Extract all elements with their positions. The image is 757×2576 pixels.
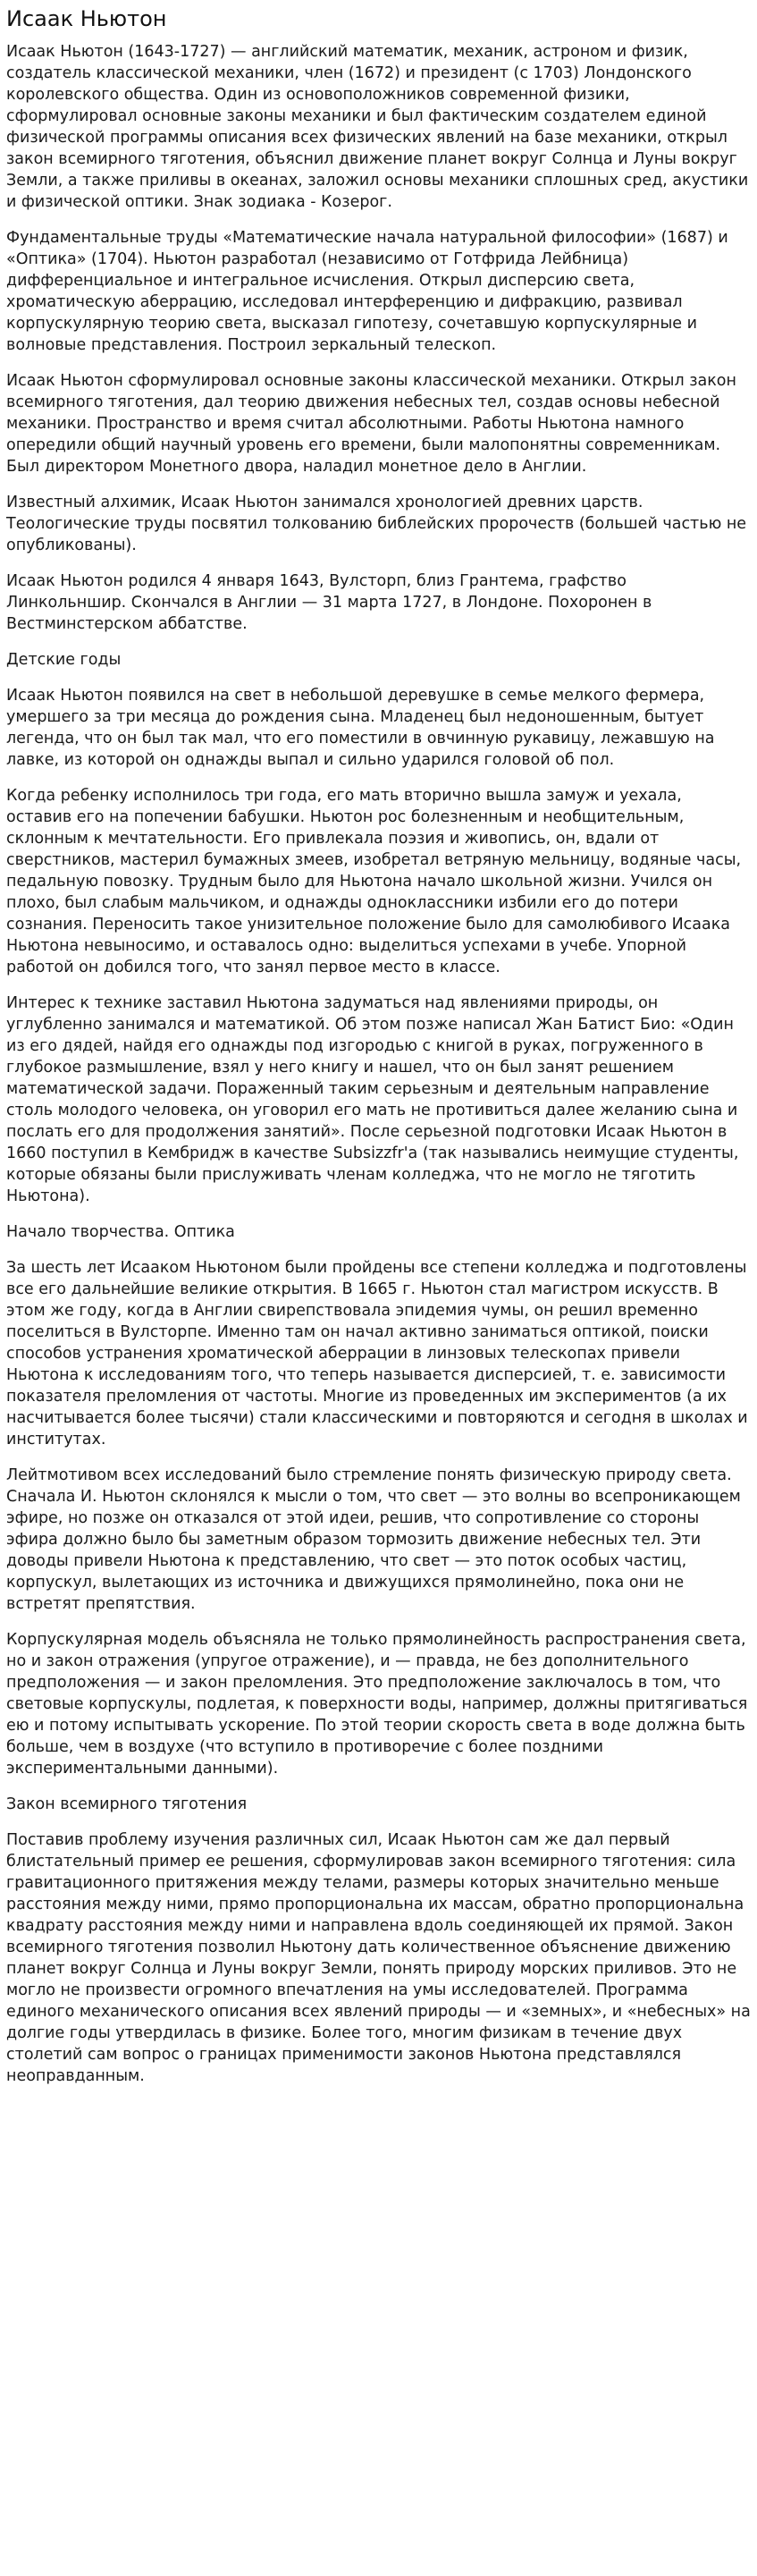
paragraph-works: Фундаментальные труды «Математические начала натуральной философии» (1687) и «Оптика» (1704). Ньютон разработал (независимо от Готфрида Лейбница) дифференциальное и интегральное исчисления. Открыл дисперсию света, хроматическую аберрацию, исследовал интерференцию и дифракцию, развивал корпускулярную теорию света, высказал гипотезу, сочетавшую корпускулярные и волновые представления. Построил зеркальный телескоп. xyxy=(6,229,728,354)
paragraph-optics-1: За шесть лет Исааком Ньютоном были пройдены все степени колледжа и подготовлены все его дальнейшие великие открытия. В 1665 г. Ньютон стал магистром искусств. В этом же году, когда в Англии свирепствовала эпидемия чумы, он решил временно поселиться в Вулсторпе. Именно там он начал активно заниматься оптикой, поиски способов устранения хроматической аберрации в линзовых телескопах привели Ньютона к исследованиям того, что теперь называется дисперсией, т. е. зависимости показателя преломления от частоты. Многие из проведенных им экспериментов (а их насчитывается более тысячи) стали классическими и повторяются и сегодня в школах и институтах. xyxy=(6,1259,748,1448)
section-heading-childhood: Детские годы xyxy=(6,651,122,669)
paragraph-mechanics: Исаак Ньютон сформулировал основные законы классической механики. Открыл закон всемирного тяготения, дал теорию движения небесных тел, создав основы небесной механики. Пространство и время считал абсолютными. Работы Ньютона намного опередили общий научный уровень его времени, были малопонятны современникам. Был директором Монетного двора, наладил монетное дело в Англии. xyxy=(6,372,736,476)
paragraph-alchemy: Известный алхимик, Исаак Ньютон занимался хронологией древних царств. Теологические труды посвятил толкованию библейских пророчеств (большей частью не опубликованы). xyxy=(6,494,747,554)
paragraph-optics-2: Лейтмотивом всех исследований было стремление понять физическую природу света. Сначала И. Ньютон склонялся к мысли о том, что свет — это волны во всепроникающем эфире, но позже он отказался от этой идеи, решив, что сопротивление со стороны эфира должно было бы заметным образом тормозить движение небесных тел. Эти доводы привели Ньютона к представлению, что свет — это поток особых частиц, корпускул, вылетающих из источника и движущихся прямолинейно, пока они не встретят препятствия. xyxy=(6,1466,741,1613)
paragraph-optics-3: Корпускулярная модель объясняла не только прямолинейность распространения света, но и закон отражения (упругое отражение), и — правда, не без дополнительного предположения — и закон преломления. Это предположение заключалось в том, что световые корпускулы, подлетая, к поверхности воды, например, должны притягиваться ею и потому испытывать ускорение. По этой теории скорость света в воде должна быть больше, чем в воздухе (что вступило в противоречие с более поздними экспериментальными данными). xyxy=(6,1631,748,1778)
paragraph-gravity-1: Поставив проблему изучения различных сил, Исаак Ньютон сам же дал первый блистательный пример ее решения, сформулировав закон всемирного тяготения: сила гравитационного притяжения между телами, размеры которых значительно меньше расстояния между ними, прямо пропорциональна их массам, обратно пропорциональна квадрату расстояния между ними и направлена вдоль соединяющей их прямой. Закон всемирного тяготения позволил Ньютону дать количественное объяснение движению планет вокруг Солнца и Луны вокруг Земли, понять природу морских приливов. Это не могло не произвести огромного впечатления на умы исследователей. Программа единого механического описания всех явлений природы — и «земных», и «небесных» на долгие годы утвердилась в физике. Более того, многим физикам в течение двух столетий сам вопрос о границах применимости законов Ньютона представлялся неоправданным. xyxy=(6,1831,751,2085)
paragraph-childhood-1: Исаак Ньютон появился на свет в небольшой деревушке в семье мелкого фермера, умершего за три месяца до рождения сына. Младенец был недоношенным, бытует легенда, что он был так мал, что его поместили в овчинную рукавицу, лежавшую на лавке, из которой он однажды выпал и сильно ударился головой об пол. xyxy=(6,687,715,769)
section-heading-optics: Начало творчества. Оптика xyxy=(6,1223,235,1241)
paragraph-childhood-2: Когда ребенку исполнилось три года, его мать вторично вышла замуж и уехала, оставив его на попечении бабушки. Ньютон рос болезненным и необщительным, склонным к мечтательности. Его привлекала поэзия и живопись, он, вдали от сверстников, мастерил бумажных змеев, изобретал ветряную мельницу, водяные часы, педальную повозку. Трудным было для Ньютона начало школьной жизни. Учился он плохо, был слабым мальчиком, и однажды одноклассники избили его до потери сознания. Переносить такое унизительное положение было для самолюбивого Исаака Ньютона невыносимо, и оставалось одно: выделиться успехами в учебе. Упорной работой он добился того, что занял первое место в классе. xyxy=(6,787,742,976)
page-title: Исаак Ньютон xyxy=(6,6,167,31)
paragraph-birth-death: Исаак Ньютон родился 4 января 1643, Вулсторп, близ Грантема, графство Линкольншир. Скончался в Англии — 31 марта 1727, в Лондоне. Похоронен в Вестминстерском аббатстве. xyxy=(6,572,652,633)
paragraph-childhood-3: Интерес к технике заставил Ньютона задуматься над явлениями природы, он углубленно занимался и математикой. Об этом позже написал Жан Батист Био: «Один из его дядей, найдя его однажды под изгородью с книгой в руках, погруженного в глубокое размышление, взял у него книгу и нашел, что он был занят решением математической задачи. Пораженный таким серьезным и деятельным направление столь молодого человека, он уговорил его мать не противиться далее желанию сына и послать его для продолжения занятий». После серьезной подготовки Исаак Ньютон в 1660 поступил в Кембридж в качестве Subsizzfr'а (так назывались неимущие студенты, которые обязаны были прислуживать членам колледжа, что не могло не тяготить Ньютона). xyxy=(6,994,739,1205)
section-heading-gravity: Закон всемирного тяготения xyxy=(6,1795,248,1813)
paragraph-intro: Исаак Ньютон (1643-1727) — английский математик, механик, астроном и физик, создатель классической механики, член (1672) и президент (с 1703) Лондонского королевского общества. Один из основоположников современной физики, сформулировал основные законы механики и был фактическим создателем единой физической программы описания всех физических явлений на базе механики, открыл закон всемирного тяготения, объяснил движение планет вокруг Солнца и Луны вокруг Земли, а также приливы в океанах, заложил основы механики сплошных сред, акустики и физической оптики. Знак зодиака - Козерог. xyxy=(6,43,749,211)
